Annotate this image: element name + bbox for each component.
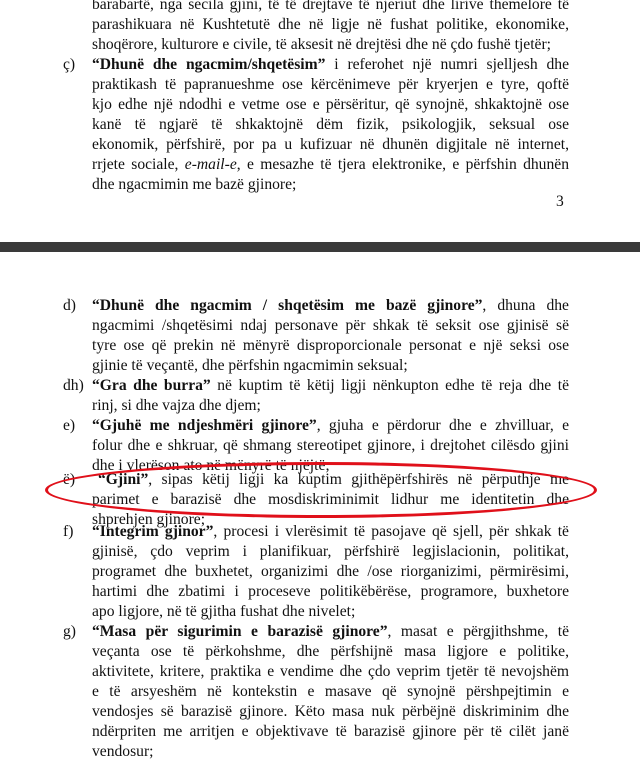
definition-first-line <box>92 522 569 542</box>
item-label: ë) <box>63 471 76 488</box>
text-line: kjo edhe një ndodhi e vetme ose e përsëritur, që synojnë, shkaktojnë ose <box>92 96 569 113</box>
page-number: 3 <box>556 193 564 210</box>
text-line: veçanta ose të përkohshme, dhe përfshijnë masa ligjore e politike, <box>92 643 569 660</box>
text-line: parimet e barazisë dhe mosdiskriminimit lidhur me identitetin dhe <box>92 491 569 508</box>
text-line: ekonomik, përfshirë, por pa u kufizuar në dhunën digjitale në internet, <box>92 136 569 153</box>
defined-term: “Gjini” <box>98 471 149 488</box>
text-line: tyre ose që prekin në mënyrë disproporcionale personat e një seksi ose <box>92 337 569 354</box>
text-line: hartimi dhe zbatimi i proceseve politikëbërëse, programore, buxhetore <box>92 583 569 600</box>
defined-term: “Dhunë dhe ngacmim / shqetësim me bazë gjinore” <box>92 297 483 314</box>
text-line: kanë të ngjarë të shkaktojnë dëm fizik, psikologjik, seksual ose <box>92 116 569 133</box>
text-line: e të arsyeshëm në kontekstin e masave që synojnë përshpejtimin e <box>92 683 569 700</box>
text-span: , procesi i vlerësimit të pasojave që sjell, për shkak të <box>213 523 569 540</box>
clipped-line-wrap <box>0 510 640 528</box>
text-line: apo ligjore, në të gjitha fushat dhe nivelet; <box>92 603 356 620</box>
text-line: barabartë, nga secila gjini, të të drejtave të njeriut dhe lirive themelore të <box>92 0 569 13</box>
text-line: dhe ngacmimin me bazë gjinore; <box>92 176 297 193</box>
item-label: f) <box>63 523 74 540</box>
text-span: , gjuha e përdorur dhe e zhvilluar, e <box>316 417 569 434</box>
text-span: në kuptim të këtij ligji nënkupton edhe të reja dhe të <box>210 377 569 394</box>
text-line: shoqërore, kulturore e civile, të aksesit në drejtësi dhe në çdo fushë tjetër; <box>92 36 551 53</box>
definition-first-line <box>92 376 569 396</box>
text-line: gjinie të veçantë, dhe përfshin ngacmimin seksual; <box>92 357 408 374</box>
text-line: aktivitete, kritere, praktika e vendime dhe çdo veprim tjetër të nevojshëm <box>92 663 569 680</box>
item-label: dh) <box>63 377 84 394</box>
text-line: ndërpriten me arritjen e objektivave të barazisë gjinore për të cilët janë <box>92 723 569 740</box>
text-line <box>92 155 569 175</box>
definition-first-line <box>92 296 569 316</box>
text-line: vendosur; <box>92 743 154 760</box>
text-line: vendosjes së barazisë gjinore. Këto masa nuk përbëjnë diskriminim dhe <box>92 703 569 720</box>
text-span: , dhuna dhe <box>482 297 569 314</box>
text-span: , sipas këtij ligji ka kuptim gjithëpërfshirës në përputhje me <box>148 471 569 488</box>
page-separator <box>0 242 640 252</box>
text-line: programet dhe buxhetet, organizimi dhe /ose riorganizimi, përmirësimi, <box>92 563 569 580</box>
page-3-bottom <box>0 0 640 242</box>
text-line: folur dhe e shkruar, që shmang stereotipet gjinore, i drejtohet cilësdo gjini <box>92 437 569 454</box>
item-label: d) <box>63 297 76 314</box>
text-line: shprehjen gjinore; <box>92 511 206 528</box>
definition-first-line <box>92 55 569 75</box>
defined-term: “Gra dhe burra” <box>92 377 211 394</box>
clipped-line-wrap <box>0 456 640 474</box>
defined-term: “Gjuhë me ndjeshmëri gjinore” <box>92 417 317 434</box>
text-line: gjinisë, çdo veprim i planifikuar, përfshirë legjislacionin, politikat, <box>92 543 569 560</box>
defined-term: “Integrim gjinor” <box>92 523 214 540</box>
text-line: ngacmimi /shqetësimi ndaj personave për shkak të seksit ose gjinisë së <box>92 317 569 334</box>
definition-first-line <box>92 416 569 436</box>
defined-term: “Masa për sigurimin e barazisë gjinore” <box>92 623 388 640</box>
definition-first-line <box>92 622 569 642</box>
text-span: , e mesazhe të tjera elektronike, e përfshin dhunën <box>236 156 569 173</box>
text-line: dhe i vlerëson ato në mënyrë të njëjtë; <box>92 457 330 474</box>
text-span: i referohet një numri sjelljesh dhe <box>325 56 569 73</box>
text-span: , masat e përgjithshme, të <box>387 623 570 640</box>
defined-term: “Dhunë dhe ngacmim/shqetësim” <box>92 56 326 73</box>
item-label: e) <box>63 417 76 434</box>
text-line: parashikuara në Kushtetutë dhe në ligje në fushat politike, ekonomike, <box>92 16 569 33</box>
item-label: ç) <box>63 56 76 73</box>
item-label: g) <box>63 623 76 640</box>
page-4-top <box>0 252 640 760</box>
definition-first-line <box>98 470 569 490</box>
italic-term: e-mail-e <box>184 156 237 173</box>
text-span: rrjete sociale, <box>92 156 185 173</box>
text-line: praktikash të papranueshme ose kërcënimeve për kryerjen e tyre, qoftë <box>92 76 569 93</box>
text-line: rinj, si dhe vajza dhe djem; <box>92 397 261 414</box>
